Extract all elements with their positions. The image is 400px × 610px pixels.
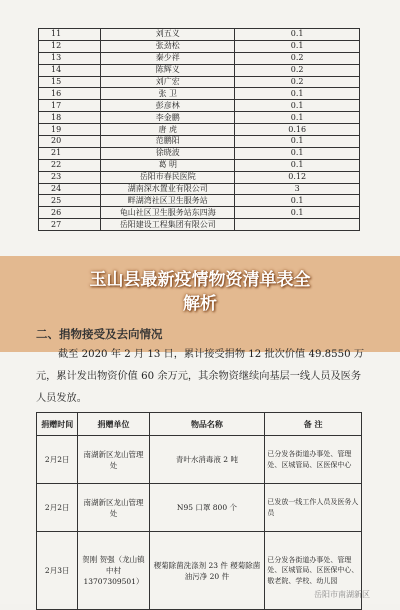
donation-amount: 0.2 [235,64,360,76]
row-number: 18 [39,112,101,124]
banner-title[interactable] [0,268,400,316]
donor-unit: 南湖新区龙山管理处 [78,436,149,484]
donor-name: 徐晓波 [101,147,235,159]
donor-name: 刘五义 [101,29,235,41]
banner-title-line2: 解析 [183,294,217,314]
table-row [39,207,360,219]
row-number: 16 [39,88,101,100]
watermark: 岳阳市南湖新区 [314,590,370,599]
donor-name: 彭彦林 [101,100,235,112]
donation-amount: 0.2 [235,76,360,88]
donation-amount: 0.1 [235,195,360,207]
row-number: 17 [39,100,101,112]
donor-name: 畔湖湾社区卫生服务站 [101,195,235,207]
row-number: 22 [39,159,101,171]
table-row [39,88,360,100]
donation-amount [235,219,360,231]
item-name: N95 口罩 800 个 [149,484,265,532]
item-name: 青叶水消毒液 2 吨 [149,436,265,484]
donation-time: 2月2日 [37,436,78,484]
donation-amount: 0.1 [235,112,360,124]
donation-table [36,412,362,610]
donor-name: 陈辉义 [101,64,235,76]
table-row [39,195,360,207]
donor-name: 葛 明 [101,159,235,171]
donor-name: 范鹏阳 [101,136,235,148]
row-number: 11 [39,29,101,41]
donation-amount: 0.2 [235,52,360,64]
table-row [39,100,360,112]
row-number: 14 [39,64,101,76]
donation-amount: 0.12 [235,171,360,183]
remark: 已分发各街道办事处、管理处、区城管局、区医保中心 [265,436,362,484]
donation-amount: 0.16 [235,124,360,136]
donation-time: 2月3日 [37,532,78,610]
donation-amount: 0.1 [235,40,360,52]
table-row [37,532,362,610]
donation-table-header [37,413,362,436]
donor-list-table [38,28,360,231]
donation-amount: 0.1 [235,207,360,219]
section-heading: 二、捐物接受及去向情况 [36,327,163,341]
table-row [39,147,360,159]
row-number: 12 [39,40,101,52]
header-note: 备 注 [265,413,362,436]
item-name: 稷菊除菌洗涤剂 23 件 稷菊除菌油污净 20 件 [149,532,265,610]
donation-amount: 0.1 [235,159,360,171]
remark: 已发放一线工作人员及医务人员 [265,484,362,532]
donor-unit: 南湖新区龙山管理处 [78,484,149,532]
table-row [39,112,360,124]
row-number: 24 [39,183,101,195]
remark: 已分发各街道办事处、管理处、区城管局、区医保中心、敬老院、学校、幼儿园 [265,532,362,610]
table-row [39,183,360,195]
row-number: 15 [39,76,101,88]
donor-name: 岳阳建设工程集团有限公司 [101,219,235,231]
table-row [39,40,360,52]
banner-title-line1: 玉山县最新疫情物资清单表全 [89,270,311,290]
donation-amount: 0.1 [235,88,360,100]
row-number: 20 [39,136,101,148]
row-number: 26 [39,207,101,219]
donor-name: 张 卫 [101,88,235,100]
table-row [37,484,362,532]
table-row [39,52,360,64]
table-row [39,64,360,76]
table-row [39,29,360,41]
donor-name: 李金鹏 [101,112,235,124]
header-donor: 捐赠单位 [78,413,149,436]
table-row [39,159,360,171]
donor-name: 龟山社区卫生服务站东四海 [101,207,235,219]
row-number: 25 [39,195,101,207]
row-number: 23 [39,171,101,183]
donor-name: 湖南深水置业有限公司 [101,183,235,195]
summary-paragraph: 截至 2020 年 2 月 13 日，累计接受捐物 12 批次价值 49.8550 万元，累计发出物资价值 60 余万元，其余物资继续向基层一线人员及医务人员发放。 [36,349,365,404]
donor-name: 刘广宏 [101,76,235,88]
row-number: 21 [39,147,101,159]
row-number: 13 [39,52,101,64]
donation-amount: 0.1 [235,136,360,148]
row-number: 27 [39,219,101,231]
donor-name: 唐 虎 [101,124,235,136]
donor-name: 秦少祥 [101,52,235,64]
table-row [39,219,360,231]
donor-name: 张劲松 [101,40,235,52]
table-row [39,171,360,183]
donation-amount: 3 [235,183,360,195]
header-item: 物品名称 [149,413,265,436]
donation-amount: 0.1 [235,29,360,41]
table-row [39,124,360,136]
table-row [39,136,360,148]
row-number: 19 [39,124,101,136]
donor-unit: 贺刚 贺强（龙山镇中村 13707309501） [78,532,149,610]
header-time: 捐赠时间 [37,413,78,436]
table-row [37,436,362,484]
donation-amount: 0.1 [235,100,360,112]
donor-name: 岳阳市春民医院 [101,171,235,183]
table-row [39,76,360,88]
donation-time: 2月2日 [37,484,78,532]
donation-amount: 0.1 [235,147,360,159]
